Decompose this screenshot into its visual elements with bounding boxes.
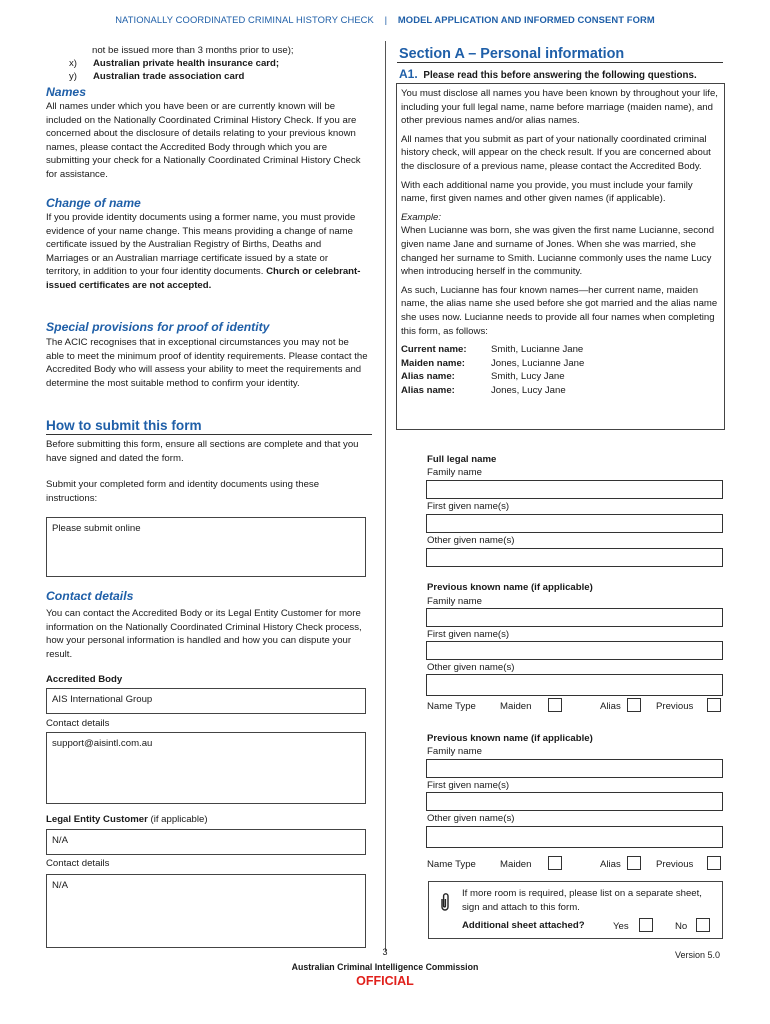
accredited-body-value: AIS International Group — [52, 694, 153, 705]
prev-name-1-family-label: Family name — [427, 596, 482, 607]
special-provisions-body: The ACIC recognises that in exceptional circumstances you may not be able to meet the minimum proof of identity requirements. Please contact the Accredited Body who will assess your ability to meet the requirements and determine the most suitable method to confirm your identity. — [46, 337, 368, 389]
contact-details-2-field[interactable] — [46, 874, 366, 948]
paperclip-icon — [438, 891, 452, 913]
change-of-name-body — [46, 211, 362, 293]
prev-name-2-first-input[interactable] — [426, 792, 723, 811]
example-name-row — [401, 384, 720, 398]
prev-name-1-other-label: Other given name(s) — [427, 662, 515, 673]
how-to-submit-heading: How to submit this form — [46, 418, 202, 433]
change-of-name-text: If you provide identity documents using a former name, you must provide evidence of your name change. This means providing a change of name certificate issued by the Australian Registry of Births, Deaths and Marriages or an Australian marriage certificate issued by a state or territory, in addition to your four identity documents. — [46, 212, 356, 278]
example-name-label: Current name: — [401, 344, 467, 356]
example-name-value: Smith, Lucianne Jane — [491, 344, 584, 356]
example-name-row — [401, 343, 720, 357]
prev-name-2-family-input[interactable] — [426, 759, 723, 778]
intro-line: not be issued more than 3 months prior to use); — [92, 45, 294, 56]
a1-number: A1. — [399, 67, 418, 81]
section-a-title: Section A – Personal information — [399, 46, 625, 62]
prev-name-1-type-label: Name Type — [427, 701, 476, 712]
submit-instructions-text: Please submit online — [52, 523, 141, 534]
prev-name-2-title: Previous known name (if applicable) — [427, 733, 593, 744]
example-name-label: Alias name: — [401, 384, 455, 396]
header-left: NATIONALLY COORDINATED CRIMINAL HISTORY CHECK — [115, 14, 374, 25]
heading-rule — [46, 434, 372, 435]
change-of-name-bold: Church or celebrant-issued certificates are not accepted. — [46, 266, 361, 291]
full-legal-first-input[interactable] — [426, 514, 723, 533]
column-divider — [385, 41, 386, 951]
info-p2: All names that you submit as part of your nationally coordinated criminal history check, will appear on the check result. If you are concerned about the disclosure of a previous name, please contact the Accredited Body. — [401, 133, 711, 172]
example-name-value: Smith, Lucy Jane — [491, 371, 565, 383]
prev-name-1-title: Previous known name (if applicable) — [427, 582, 593, 593]
list-marker: y) — [69, 71, 77, 82]
contact-details-heading: Contact details — [46, 589, 134, 603]
header-right: MODEL APPLICATION AND INFORMED CONSENT FORM — [397, 14, 655, 25]
prev-name-2-first-label: First given name(s) — [427, 780, 510, 791]
footer-org: Australian Criminal Intelligence Commission — [291, 962, 479, 972]
names-body: All names under which you have been or are currently known will be included on the Nationally Coordinated Criminal History Check. If you are concerned about the disclosure of details relating to your previous known names, please contact the Accredited Body through which you are submitting your check for a Nationally Coordinated Criminal History Check for assistance. — [46, 101, 361, 180]
prev-name-1-maiden-checkbox[interactable] — [548, 698, 562, 712]
submit-p2: Submit your completed form and identity documents using these instructions: — [46, 479, 320, 504]
additional-sheet-no-checkbox[interactable] — [696, 918, 710, 932]
list-marker: x) — [69, 58, 77, 69]
page-number: 3 — [382, 947, 388, 957]
example-name-value: Jones, Lucianne Jane — [491, 357, 585, 369]
full-legal-other-input[interactable] — [426, 548, 723, 567]
full-legal-family-label: Family name — [427, 467, 482, 478]
prev-name-2-type-label: Name Type — [427, 859, 476, 870]
header-separator: | — [384, 14, 388, 25]
example-name-value: Jones, Lucy Jane — [491, 384, 566, 396]
accredited-body-label: Accredited Body — [46, 674, 123, 685]
info-p3: With each additional name you provide, you must include your family name, first given names and other given names (if applicable). — [401, 179, 693, 205]
example-label: Example: — [401, 211, 441, 223]
prev-name-1-previous-label: Previous — [656, 701, 694, 712]
a1-info-box — [396, 83, 725, 430]
prev-name-2-alias-label: Alias — [600, 859, 621, 870]
contact-details-label: Contact details — [46, 718, 110, 729]
contact-details-value: support@aisintl.com.au — [52, 738, 153, 749]
prev-name-2-alias-checkbox[interactable] — [627, 856, 641, 870]
example-name-row — [401, 370, 720, 384]
prev-name-2-maiden-checkbox[interactable] — [548, 856, 562, 870]
full-legal-other-label: Other given name(s) — [427, 535, 515, 546]
prev-name-2-maiden-label: Maiden — [500, 859, 532, 870]
contact-details-2-label: Contact details — [46, 858, 110, 869]
prev-name-1-other-input[interactable] — [426, 674, 723, 696]
prev-name-1-family-input[interactable] — [426, 608, 723, 627]
a1-heading — [399, 66, 697, 83]
more-room-text: If more room is required, please list on a separate sheet, sign and attach to this form. — [462, 888, 702, 913]
accredited-body-field[interactable] — [46, 688, 366, 714]
page-header — [0, 13, 770, 26]
info-p4: When Lucianne was born, she was given the first name Lucianne, second given name Jane and surname of Jones. When she was married, she changed her surname to Smith. Lucianne commonly uses the name Lucy when introducing herself in the community. — [401, 225, 715, 278]
legal-entity-title: Legal Entity Customer — [46, 814, 148, 825]
special-provisions-heading: Special provisions for proof of identity — [46, 320, 270, 334]
section-rule — [397, 62, 723, 63]
list-text: Australian trade association card — [93, 71, 245, 82]
prev-name-1-alias-label: Alias — [600, 701, 621, 712]
legal-entity-label — [46, 813, 208, 827]
list-item — [69, 70, 244, 84]
prev-name-2-previous-label: Previous — [656, 859, 694, 870]
submit-p1: Before submitting this form, ensure all sections are complete and that you have signed and dated the form. — [46, 439, 359, 464]
version-label: Version 5.0 — [675, 950, 721, 960]
a1-title: Please read this before answering the following questions. — [423, 70, 697, 81]
legal-entity-suffix: (if applicable) — [150, 814, 208, 825]
change-of-name-heading: Change of name — [46, 196, 141, 210]
prev-name-2-other-label: Other given name(s) — [427, 813, 515, 824]
contact-details-2-value: N/A — [52, 880, 68, 891]
info-p1: You must disclose all names you have been known by throughout your life, including your full legal name, name before marriage (maiden name), and other previous names and/or alias names. — [401, 88, 718, 127]
submit-instructions-box[interactable] — [46, 517, 366, 577]
full-legal-family-input[interactable] — [426, 480, 723, 499]
names-heading: Names — [46, 85, 86, 99]
list-item — [69, 57, 279, 71]
contact-details-body: You can contact the Accredited Body or its Legal Entity Customer for more information on the Nationally Coordinated Criminal History Check process, how your personal information is handled and how you can dispute your result. — [46, 608, 362, 660]
prev-name-1-previous-checkbox[interactable] — [707, 698, 721, 712]
prev-name-1-alias-checkbox[interactable] — [627, 698, 641, 712]
full-legal-name-title: Full legal name — [427, 454, 497, 465]
list-text: Australian private health insurance card; — [93, 58, 280, 69]
additional-sheet-label: Additional sheet attached? — [462, 920, 585, 931]
additional-sheet-yes-label: Yes — [613, 921, 629, 932]
additional-sheet-no-label: No — [675, 921, 688, 932]
example-name-label: Alias name: — [401, 371, 455, 383]
legal-entity-field[interactable] — [46, 829, 366, 855]
prev-name-1-first-label: First given name(s) — [427, 629, 510, 640]
example-name-row — [401, 357, 720, 371]
contact-details-field[interactable] — [46, 732, 366, 804]
additional-sheet-yes-checkbox[interactable] — [639, 918, 653, 932]
prev-name-2-other-input[interactable] — [426, 826, 723, 848]
more-room-box — [428, 881, 723, 939]
info-p5: As such, Lucianne has four known names—her current name, maiden name, the alias name she used before she got married and the alias name she uses now. Lucianne needs to provide all four names when completing this form, as follows: — [401, 284, 718, 337]
legal-entity-value: N/A — [52, 835, 68, 846]
prev-name-1-first-input[interactable] — [426, 641, 723, 660]
prev-name-2-previous-checkbox[interactable] — [707, 856, 721, 870]
example-name-label: Maiden name: — [401, 357, 465, 369]
official-marking: OFFICIAL — [356, 974, 414, 988]
full-legal-first-label: First given name(s) — [427, 501, 510, 512]
prev-name-1-maiden-label: Maiden — [500, 701, 532, 712]
prev-name-2-family-label: Family name — [427, 746, 482, 757]
